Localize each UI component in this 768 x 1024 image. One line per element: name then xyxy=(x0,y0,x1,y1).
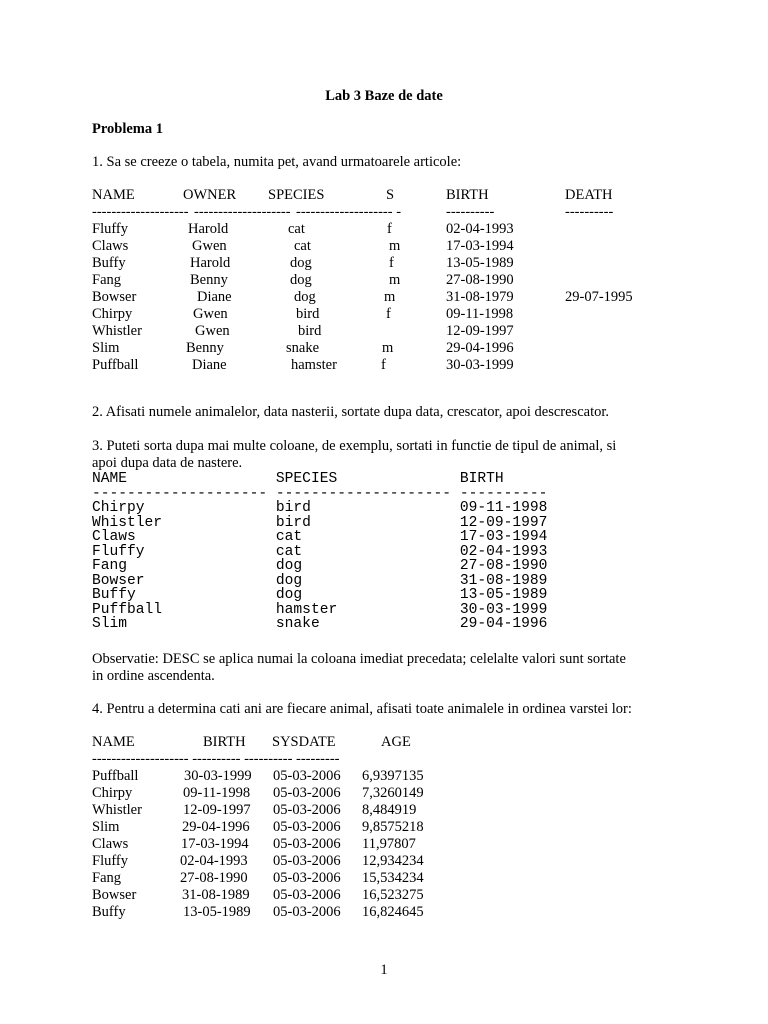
age-table-cell: Puffball xyxy=(92,768,139,784)
age-table-cell: 16,523275 xyxy=(362,887,424,903)
pet-table-cell: f xyxy=(381,357,386,373)
age-table-cell: 15,534234 xyxy=(362,870,424,886)
document-title: Lab 3 Baze de date xyxy=(325,88,443,104)
sorted-table-row: Puffball hamster 30-03-1999 xyxy=(92,601,548,618)
sorted-table-row: Whistler bird 12-09-1997 xyxy=(92,514,548,531)
age-table-cell: 11,97807 xyxy=(362,836,416,852)
age-table-header-cell: AGE xyxy=(381,734,411,750)
pet-table-cell: Gwen xyxy=(192,238,227,254)
age-table-row xyxy=(0,768,768,785)
pet-table-cell: Harold xyxy=(190,255,231,271)
sorted-table-header: NAME SPECIES BIRTH xyxy=(92,471,504,487)
age-table-cell: 05-03-2006 xyxy=(273,887,341,903)
sorted-table-row: Fang dog 27-08-1990 xyxy=(92,558,548,574)
age-table-cell: 05-03-2006 xyxy=(273,785,341,801)
sorted-table-row: Buffy dog 13-05-1989 xyxy=(92,587,548,603)
sorted-table-row: Slim snake 29-04-1996 xyxy=(92,616,548,632)
pet-table-cell: 13-05-1989 xyxy=(446,255,514,271)
observatie-line1: Observatie: DESC se aplica numai la coloana imediat precedata; celelalte valori sunt sortate xyxy=(92,651,626,667)
pet-table-cell: Gwen xyxy=(193,306,228,322)
age-table-cell: 12,934234 xyxy=(362,853,424,869)
age-table-cell: 05-03-2006 xyxy=(273,819,341,835)
age-table-cell: Fluffy xyxy=(92,853,128,869)
pet-table-cell: f xyxy=(387,221,392,237)
pet-table-row xyxy=(0,255,768,272)
age-table-row xyxy=(0,836,768,853)
pet-table-cell: Harold xyxy=(188,221,229,237)
pet-table-cell: m xyxy=(389,272,401,288)
pet-table-header-cell: OWNER xyxy=(183,187,237,203)
pet-table-separator: ---------- xyxy=(565,204,614,220)
age-table-cell: 05-03-2006 xyxy=(273,904,341,920)
age-table-cell: 13-05-1989 xyxy=(183,904,251,920)
pet-table-cell: 29-07-1995 xyxy=(565,289,633,305)
problem-heading: Problema 1 xyxy=(92,121,164,137)
item-4-text: 4. Pentru a determina cati ani are fiecare animal, afisati toate animalele in ordinea varstei lor: xyxy=(92,701,632,717)
age-table-header-cell: NAME xyxy=(92,734,135,750)
item-2-text: 2. Afisati numele animalelor, data nasterii, sortate dupa data, crescator, apoi descrescator. xyxy=(92,404,610,420)
pet-table-row xyxy=(0,221,768,238)
pet-table-cell: Bowser xyxy=(92,289,137,305)
pet-table-separator: ---------- xyxy=(446,204,495,220)
age-table-separator: -------------------- ---------- ---------- --------- xyxy=(92,751,340,767)
pet-table-cell: Slim xyxy=(92,340,120,356)
age-table-cell: 30-03-1999 xyxy=(184,768,252,784)
pet-table-cell: f xyxy=(389,255,394,271)
pet-table-separator-row xyxy=(0,204,768,221)
item-3-text-line1: 3. Puteti sorta dupa mai multe coloane, de exemplu, sortati in functie de tipul de animal, si xyxy=(92,438,617,454)
age-table-cell: 05-03-2006 xyxy=(273,802,341,818)
pet-table-cell: 30-03-1999 xyxy=(446,357,514,373)
age-table-row xyxy=(0,785,768,802)
age-table-row xyxy=(0,870,768,887)
pet-table-cell: cat xyxy=(288,221,305,237)
age-table-cell: 27-08-1990 xyxy=(180,870,248,886)
pet-table-cell: Whistler xyxy=(92,323,142,339)
pet-table-separator: -------------------- xyxy=(92,204,189,220)
pet-table-cell: Diane xyxy=(197,289,232,305)
age-table-row xyxy=(0,802,768,819)
pet-table-cell: m xyxy=(382,340,394,356)
age-table-cell: 17-03-1994 xyxy=(181,836,249,852)
pet-table-separator: -------------------- - xyxy=(296,204,402,220)
age-table-cell: Slim xyxy=(92,819,120,835)
sorted-table-row: Claws cat 17-03-1994 xyxy=(92,529,548,545)
pet-table-header-cell: BIRTH xyxy=(446,187,489,203)
pet-table-cell: Buffy xyxy=(92,255,126,271)
pet-table-cell: bird xyxy=(296,306,320,322)
pet-table-row xyxy=(0,272,768,289)
age-table-row xyxy=(0,904,768,921)
age-table-cell: 7,3260149 xyxy=(362,785,424,801)
pet-table-cell: hamster xyxy=(291,357,337,373)
pet-table-cell: f xyxy=(386,306,391,322)
pet-table-row xyxy=(0,340,768,357)
pet-table-cell: Fang xyxy=(92,272,121,288)
age-table-cell: 29-04-1996 xyxy=(182,819,250,835)
age-table-cell: 05-03-2006 xyxy=(273,870,341,886)
pet-table-cell: 09-11-1998 xyxy=(446,306,514,322)
pet-table-separator: -------------------- xyxy=(194,204,291,220)
age-table-cell: 05-03-2006 xyxy=(273,768,341,784)
pet-table-row xyxy=(0,289,768,306)
pet-table-cell: m xyxy=(389,238,401,254)
pet-table-cell: dog xyxy=(290,272,312,288)
pet-table-cell: Benny xyxy=(190,272,228,288)
pet-table-cell: snake xyxy=(286,340,320,356)
sorted-table-row: Fluffy cat 02-04-1993 xyxy=(92,543,548,560)
sorted-table-row: Bowser dog 31-08-1989 xyxy=(92,572,548,589)
item-1-text: 1. Sa se creeze o tabela, numita pet, avand urmatoarele articole: xyxy=(92,154,462,170)
pet-table-header-cell: DEATH xyxy=(565,187,613,203)
pet-table-cell: Gwen xyxy=(195,323,230,339)
age-table-cell: 8,484919 xyxy=(362,802,417,818)
age-table-row xyxy=(0,819,768,836)
age-table-header-cell: SYSDATE xyxy=(272,734,336,750)
age-table-header-cell: BIRTH xyxy=(203,734,246,750)
pet-table-cell: dog xyxy=(290,255,312,271)
age-table-cell: Chirpy xyxy=(92,785,133,801)
age-table-cell: 12-09-1997 xyxy=(183,802,251,818)
age-table-cell: 09-11-1998 xyxy=(183,785,251,801)
pet-table-cell: bird xyxy=(298,323,322,339)
pet-table-cell: cat xyxy=(294,238,311,254)
age-table-cell: 31-08-1989 xyxy=(182,887,250,903)
pet-table-header-cell: S xyxy=(386,187,395,203)
pet-table-row xyxy=(0,306,768,323)
pet-table-row xyxy=(0,238,768,255)
pet-table-header-cell: NAME xyxy=(92,187,135,203)
age-table-cell: Whistler xyxy=(92,802,142,818)
pet-table-cell: 02-04-1993 xyxy=(446,221,514,237)
age-table-cell: Fang xyxy=(92,870,121,886)
pet-table-row xyxy=(0,357,768,374)
sorted-table-row: Chirpy bird 09-11-1998 xyxy=(92,500,548,516)
age-table-cell: 6,9397135 xyxy=(362,768,424,784)
pet-table-cell: 12-09-1997 xyxy=(446,323,514,339)
pet-table-row xyxy=(0,323,768,340)
pet-table-cell: Benny xyxy=(186,340,224,356)
item-3-text-line2: apoi dupa data de nastere. xyxy=(92,455,243,471)
age-table-cell: 02-04-1993 xyxy=(180,853,248,869)
age-table-separator-row xyxy=(0,751,768,768)
age-table-cell: Bowser xyxy=(92,887,137,903)
age-table-row xyxy=(0,853,768,870)
age-table-row xyxy=(0,887,768,904)
age-table-cell: 16,824645 xyxy=(362,904,424,920)
pet-table-cell: Puffball xyxy=(92,357,139,373)
pet-table-header-row xyxy=(0,187,768,204)
age-table-cell: Claws xyxy=(92,836,129,852)
pet-table-cell: dog xyxy=(294,289,316,305)
pet-table-cell: Chirpy xyxy=(92,306,133,322)
pet-table-cell: m xyxy=(384,289,396,305)
pet-table-cell: Claws xyxy=(92,238,129,254)
observatie-line2: in ordine ascendenta. xyxy=(92,668,215,684)
pet-table-cell: 27-08-1990 xyxy=(446,272,514,288)
pet-table-cell: Fluffy xyxy=(92,221,128,237)
sorted-table-separator: -------------------- -------------------- ---------- xyxy=(92,485,548,502)
pet-table-cell: 29-04-1996 xyxy=(446,340,514,356)
age-table-header-row xyxy=(0,734,768,751)
pet-table-cell: 31-08-1979 xyxy=(446,289,514,305)
page-number: 1 xyxy=(380,962,388,978)
pet-table-header-cell: SPECIES xyxy=(268,187,325,203)
pet-table-cell: 17-03-1994 xyxy=(446,238,514,254)
age-table-cell: 05-03-2006 xyxy=(273,836,341,852)
age-table-cell: Buffy xyxy=(92,904,126,920)
pet-table-cell: Diane xyxy=(192,357,227,373)
age-table-cell: 05-03-2006 xyxy=(273,853,341,869)
age-table-cell: 9,8575218 xyxy=(362,819,424,835)
